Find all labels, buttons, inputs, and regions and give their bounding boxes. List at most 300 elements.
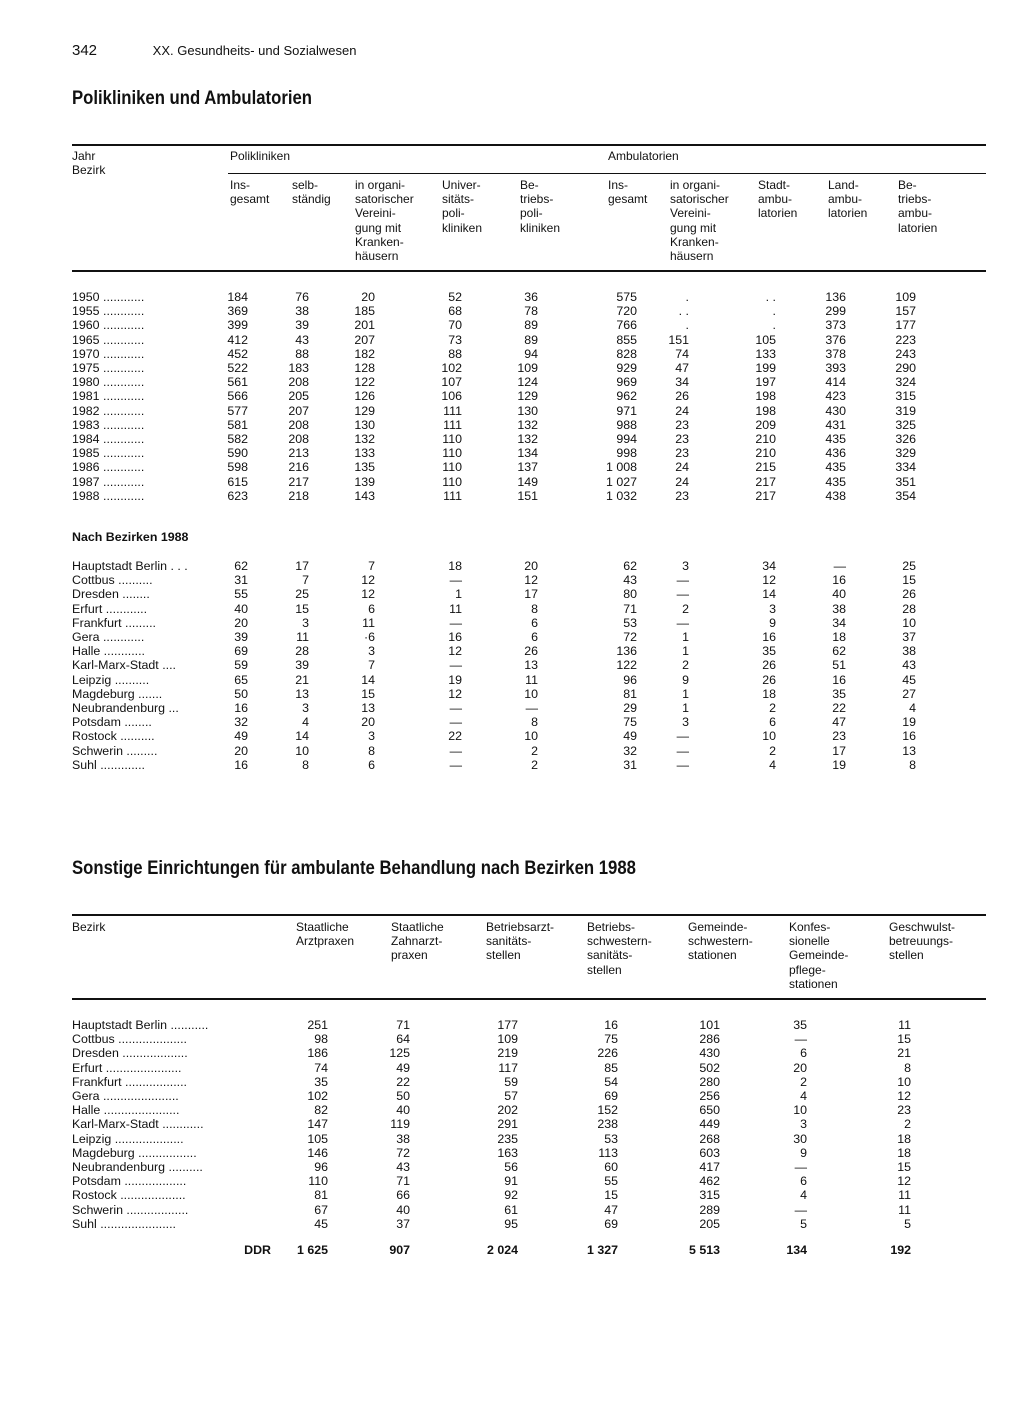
- district-row-label: Potsdam ........: [72, 715, 152, 730]
- district-row-cell: 25: [295, 587, 309, 602]
- district-row-label: Halle ............: [72, 644, 145, 659]
- year-row-label: 1982 ............: [72, 403, 145, 418]
- year-row-cell: 414: [825, 375, 846, 390]
- table2-row-cell: 147: [307, 1117, 328, 1132]
- col-header-line: Zahnarzt-: [391, 934, 443, 949]
- year-row-cell: 110: [442, 432, 462, 446]
- table2-row-cell: 238: [597, 1117, 618, 1132]
- district-row-cell: 55: [234, 587, 248, 602]
- year-row-cell: 109: [895, 290, 916, 304]
- table2-row-cell: 205: [699, 1216, 720, 1231]
- year-row-cell: .: [772, 304, 776, 319]
- year-row-cell: 34: [675, 375, 689, 390]
- table2-row-cell: 54: [604, 1074, 618, 1089]
- table2-row-cell: 20: [793, 1060, 807, 1075]
- table2-row-label: Rostock ...................: [72, 1188, 186, 1203]
- district-row-cell: 40: [832, 587, 846, 602]
- table2-row-cell: 37: [396, 1216, 410, 1231]
- year-row-cell: 126: [354, 389, 375, 404]
- table2-row-cell: 45: [314, 1216, 328, 1231]
- district-row-cell: 38: [902, 644, 916, 659]
- table2-row-cell: 72: [396, 1145, 410, 1160]
- year-row-cell: 68: [448, 304, 462, 319]
- district-row-cell: 6: [769, 715, 776, 730]
- col-header-line: gung mit: [355, 220, 402, 235]
- stub-jahr: Jahr: [72, 149, 96, 163]
- district-row-cell: 21: [295, 672, 309, 687]
- year-row-cell: 351: [895, 474, 916, 489]
- district-row-cell: 22: [832, 701, 846, 715]
- district-row-cell: 23: [832, 729, 846, 744]
- year-row-cell: 109: [517, 361, 538, 375]
- district-row-cell: 62: [832, 644, 846, 659]
- year-row-cell: 213: [288, 446, 309, 461]
- district-row-cell: 14: [295, 729, 309, 744]
- year-row-cell: 969: [616, 375, 637, 390]
- year-row-cell: 43: [295, 332, 309, 347]
- col-header-line: pflege-: [789, 962, 826, 977]
- district-row-cell: —: [833, 559, 846, 573]
- table2-row-cell: 40: [396, 1202, 410, 1217]
- table2-row-cell: 109: [497, 1032, 518, 1047]
- district-row-cell: 34: [762, 559, 776, 573]
- year-row-cell: 129: [517, 389, 538, 404]
- year-row-cell: 766: [616, 318, 637, 333]
- year-row-cell: 412: [227, 332, 248, 347]
- col-header-line: latorien: [898, 220, 938, 235]
- table2-title: Sonstige Einrichtungen für ambulante Behandlung nach Bezirken 1988: [72, 858, 636, 879]
- table2-col-header: [391, 920, 444, 963]
- district-row-cell: 34: [832, 615, 846, 630]
- year-row-cell: 122: [354, 375, 375, 390]
- district-row-cell: 15: [295, 601, 309, 616]
- year-row-cell: 590: [227, 446, 248, 461]
- table2-row-cell: 22: [396, 1074, 410, 1089]
- col-header-line: stationen: [789, 976, 838, 991]
- year-row-cell: 132: [517, 432, 538, 446]
- table2-row-cell: —: [794, 1202, 807, 1217]
- col-header-line: Arztpraxen: [296, 934, 355, 949]
- district-row-label: Frankfurt .........: [72, 615, 156, 630]
- district-row-cell: 38: [832, 601, 846, 616]
- district-row-cell: 51: [832, 658, 846, 673]
- col-header-line: ambu-: [828, 192, 863, 207]
- table1-top-rule: [72, 144, 986, 146]
- table2-row-cell: 64: [396, 1032, 410, 1047]
- table2-row-cell: 291: [497, 1117, 518, 1132]
- table2-row-cell: 251: [307, 1018, 328, 1032]
- col-header-line: kliniken: [520, 220, 561, 235]
- district-row-cell: 16: [832, 672, 846, 687]
- table2-row-cell: 15: [604, 1188, 618, 1203]
- table1-header-rule: [72, 270, 986, 272]
- table2-row-label: Hauptstadt Berlin ...........: [72, 1018, 209, 1032]
- col-header-line: Staatliche: [391, 920, 444, 934]
- district-row-cell: 4: [909, 701, 916, 715]
- year-row-cell: 73: [448, 332, 462, 347]
- total-cell: 907: [389, 1243, 410, 1257]
- table2-row-cell: 66: [396, 1188, 410, 1203]
- district-row-cell: —: [449, 615, 462, 630]
- district-row-cell: 17: [295, 559, 309, 573]
- table1-col-header: [670, 178, 729, 263]
- col-header-line: latorien: [758, 206, 798, 221]
- table2-row-label: Cottbus ....................: [72, 1032, 187, 1047]
- district-row-cell: 26: [762, 658, 776, 673]
- year-row-cell: 137: [517, 460, 538, 475]
- year-row-cell: 1 027: [605, 474, 637, 489]
- year-row-cell: 435: [825, 474, 846, 489]
- district-row-cell: 2: [682, 658, 689, 673]
- year-row-cell: 998: [616, 446, 637, 461]
- table2-col-header: [587, 920, 652, 977]
- group-header-polikliniken: Polikliniken: [230, 149, 291, 163]
- table2-row-cell: 219: [497, 1046, 518, 1061]
- year-row-label: 1975 ............: [72, 361, 145, 375]
- district-row-cell: 11: [525, 672, 538, 687]
- district-row-cell: 13: [295, 686, 309, 701]
- table2-col-header: [688, 920, 753, 963]
- col-header-line: Be-: [898, 178, 917, 192]
- year-row-cell: 988: [616, 417, 637, 432]
- district-row-label: Neubrandenburg ...: [72, 701, 179, 715]
- district-row-cell: 13: [902, 743, 916, 758]
- district-row-cell: 43: [902, 658, 916, 673]
- col-header-line: sitäts-: [442, 192, 475, 207]
- year-row-label: 1980 ............: [72, 375, 145, 390]
- year-row-cell: 373: [825, 318, 846, 333]
- table2-row-cell: 18: [897, 1145, 911, 1160]
- table2-row-cell: 49: [396, 1060, 410, 1075]
- year-row-cell: 208: [288, 432, 309, 446]
- district-row-cell: 65: [234, 672, 248, 687]
- district-row-cell: 29: [623, 701, 637, 715]
- table2-row-cell: 61: [504, 1202, 518, 1217]
- year-row-cell: 198: [755, 403, 776, 418]
- table2-row-cell: 119: [390, 1117, 410, 1132]
- year-row-cell: 208: [288, 375, 309, 390]
- year-row-cell: 369: [227, 304, 248, 319]
- year-row-cell: 38: [295, 304, 309, 319]
- table2-row-cell: 21: [897, 1046, 911, 1061]
- table2-row-label: Magdeburg .................: [72, 1145, 197, 1160]
- table2-row-cell: 177: [497, 1018, 518, 1032]
- district-row-cell: 3: [769, 601, 776, 616]
- col-header-line: ambu-: [758, 192, 793, 207]
- year-row-cell: 76: [295, 290, 309, 304]
- year-row-cell: 111: [443, 417, 462, 432]
- district-row-cell: 2: [531, 743, 538, 758]
- district-row-cell: 3: [302, 701, 309, 715]
- table2-row-cell: 69: [604, 1089, 618, 1103]
- district-row-cell: 22: [448, 729, 462, 744]
- year-row-cell: 136: [825, 290, 846, 304]
- table2-row-cell: 5: [904, 1216, 911, 1231]
- year-row-cell: 207: [288, 403, 309, 418]
- table2-row-cell: 3: [800, 1117, 807, 1132]
- year-row-cell: 566: [227, 389, 248, 404]
- district-row-cell: —: [449, 701, 462, 715]
- table2-row-label: Halle ......................: [72, 1103, 180, 1118]
- table2-row-cell: 186: [307, 1046, 328, 1061]
- district-row-cell: 7: [302, 573, 309, 588]
- year-row-cell: 70: [448, 318, 462, 333]
- col-header-line: ambu-: [898, 206, 933, 221]
- district-row-cell: 59: [234, 658, 248, 673]
- year-row-cell: 210: [755, 432, 776, 446]
- year-row-cell: 102: [441, 361, 462, 375]
- year-row-cell: 94: [524, 346, 538, 361]
- year-row-cell: 39: [295, 318, 309, 333]
- district-row-cell: 15: [361, 686, 375, 701]
- year-row-cell: 197: [755, 375, 776, 390]
- year-row-cell: 24: [675, 403, 689, 418]
- year-row-cell: 124: [517, 375, 538, 390]
- col-header-line: schwestern-: [587, 934, 652, 949]
- year-row-label: 1984 ............: [72, 432, 145, 446]
- table2-row-cell: 8: [904, 1060, 911, 1075]
- district-row-cell: 7: [368, 658, 375, 673]
- table1-col-header: [828, 178, 867, 221]
- district-row-cell: 1: [682, 701, 689, 715]
- year-row-cell: 598: [227, 460, 248, 475]
- table2-col-header: [296, 920, 354, 948]
- table2-row-cell: 15: [897, 1160, 911, 1174]
- col-header-line: sanitäts-: [587, 948, 633, 963]
- col-header-line: Betriebs-: [587, 920, 636, 934]
- year-row-label: 1985 ............: [72, 446, 145, 461]
- col-header-line: gesamt: [230, 192, 270, 207]
- district-row-cell: 18: [448, 559, 462, 573]
- table2-top-rule: [72, 914, 986, 916]
- table1-col-header: [898, 178, 937, 235]
- district-row-label: Karl-Marx-Stadt ....: [72, 658, 176, 673]
- year-row-cell: 201: [354, 318, 375, 333]
- year-row-label: 1988 ............: [72, 488, 145, 503]
- table1-group-rule: [228, 173, 986, 174]
- table2-row-cell: 9: [800, 1145, 807, 1160]
- district-row-cell: 136: [616, 644, 637, 659]
- year-row-cell: 452: [227, 346, 248, 361]
- year-row-cell: 561: [227, 375, 248, 390]
- district-row-cell: 62: [234, 559, 248, 573]
- year-row-cell: .: [685, 290, 689, 304]
- year-row-cell: . .: [678, 304, 689, 319]
- district-row-cell: 4: [302, 715, 309, 730]
- year-row-cell: 111: [443, 488, 462, 503]
- table2-row-cell: 71: [396, 1018, 410, 1032]
- col-header-line: stellen: [486, 948, 521, 963]
- table2-row-cell: 315: [699, 1188, 720, 1203]
- year-row-cell: 438: [825, 488, 846, 503]
- year-row-cell: 325: [895, 417, 916, 432]
- year-row-cell: .: [772, 318, 776, 333]
- district-row-cell: 37: [902, 630, 916, 644]
- table2-row-cell: 91: [504, 1174, 518, 1189]
- district-row-cell: 16: [234, 757, 248, 772]
- year-row-cell: 130: [354, 417, 375, 432]
- table2-row-cell: 35: [314, 1074, 328, 1089]
- table2-row-cell: 202: [497, 1103, 518, 1118]
- table2-row-cell: 417: [699, 1160, 720, 1174]
- district-row-cell: 8: [909, 757, 916, 772]
- table2-row-cell: 430: [699, 1046, 720, 1061]
- district-row-cell: —: [449, 757, 462, 772]
- district-row-cell: 16: [448, 630, 462, 644]
- district-row-cell: 2: [531, 757, 538, 772]
- col-header-line: Gemeinde-: [789, 948, 849, 963]
- district-row-cell: 15: [902, 573, 916, 588]
- col-header-line: Stadt-: [758, 178, 791, 192]
- year-row-cell: 110: [442, 460, 462, 475]
- year-row-cell: 436: [825, 446, 846, 461]
- district-row-cell: 39: [295, 658, 309, 673]
- table2-row-cell: 96: [314, 1160, 328, 1174]
- year-row-cell: 215: [755, 460, 776, 475]
- year-row-cell: 23: [675, 446, 689, 461]
- district-row-label: Dresden ........: [72, 587, 150, 602]
- col-header-line: häusern: [355, 249, 399, 264]
- district-row-cell: 17: [832, 743, 846, 758]
- table2-row-cell: 35: [793, 1018, 807, 1032]
- chapter-title: XX. Gesundheits- und Sozialwesen: [152, 43, 357, 58]
- table2-row-cell: 2: [904, 1117, 911, 1132]
- table1-col-header: [230, 178, 269, 206]
- running-header: [72, 42, 356, 59]
- total-label: DDR: [244, 1243, 271, 1257]
- district-row-cell: 71: [623, 601, 637, 616]
- total-cell: 1 327: [586, 1243, 618, 1257]
- col-header-line: Univer-: [442, 178, 481, 192]
- year-row-cell: 720: [616, 304, 637, 319]
- year-row-cell: 106: [441, 389, 462, 404]
- district-row-cell: —: [449, 715, 462, 730]
- year-row-cell: 354: [895, 488, 916, 503]
- district-row-cell: 3: [682, 715, 689, 730]
- table2-row-cell: 289: [699, 1202, 720, 1217]
- table2-row-cell: 81: [314, 1188, 328, 1203]
- col-header-line: kliniken: [442, 220, 483, 235]
- table2-row-cell: 449: [699, 1117, 720, 1132]
- year-row-cell: 929: [616, 361, 637, 375]
- district-row-cell: 9: [682, 672, 689, 687]
- col-header-line: Ins-: [230, 178, 251, 192]
- table2-row-cell: 98: [314, 1032, 328, 1047]
- district-row-label: Gera ............: [72, 630, 145, 644]
- table2-row-cell: 95: [504, 1216, 518, 1231]
- year-row-cell: 74: [675, 346, 689, 361]
- col-header-line: Konfes-: [789, 920, 831, 934]
- year-row-cell: 185: [354, 304, 375, 319]
- table2-row-cell: 256: [699, 1089, 720, 1103]
- table2-row-cell: 5: [800, 1216, 807, 1231]
- table2-row-label: Schwerin ..................: [72, 1202, 189, 1217]
- district-row-cell: 19: [832, 757, 846, 772]
- table2-row-cell: —: [794, 1160, 807, 1174]
- year-row-label: 1987 ............: [72, 474, 145, 489]
- table1-col-header: [520, 178, 560, 235]
- year-row-cell: 855: [616, 332, 637, 347]
- col-header-line: Gemeinde-: [688, 920, 748, 934]
- year-row-label: 1950 ............: [72, 290, 145, 304]
- table2-row-cell: 11: [898, 1018, 911, 1032]
- district-row-label: Suhl .............: [72, 757, 145, 772]
- col-header-line: schwestern-: [688, 934, 753, 949]
- table2-row-cell: 152: [597, 1103, 618, 1118]
- year-row-cell: 199: [755, 361, 776, 375]
- district-row-cell: 39: [234, 630, 248, 644]
- table2-row-cell: 101: [699, 1018, 720, 1032]
- year-row-label: 1983 ............: [72, 417, 145, 432]
- col-header-line: poli-: [442, 206, 465, 221]
- year-row-cell: 334: [895, 460, 916, 475]
- district-row-cell: 1: [455, 587, 462, 602]
- table2-row-label: Erfurt ......................: [72, 1060, 182, 1075]
- district-row-cell: 10: [762, 729, 776, 744]
- table2-row-cell: 235: [497, 1131, 518, 1146]
- district-row-label: Cottbus ..........: [72, 573, 153, 588]
- year-row-cell: 26: [675, 389, 689, 404]
- district-row-cell: 75: [623, 715, 637, 730]
- district-row-label: Hauptstadt Berlin . . .: [72, 559, 188, 573]
- district-row-cell: 27: [902, 686, 916, 701]
- col-header-line: satorischer: [670, 192, 729, 207]
- stub-bezirk: Bezirk: [72, 163, 106, 178]
- year-row-cell: 143: [354, 488, 375, 503]
- district-row-cell: 3: [302, 615, 309, 630]
- district-row-cell: 35: [832, 686, 846, 701]
- col-header-line: triebs-: [520, 192, 554, 207]
- table2-row-cell: 18: [897, 1131, 911, 1146]
- district-row-cell: 43: [623, 573, 637, 588]
- district-row-cell: —: [449, 743, 462, 758]
- district-row-label: Leipzig ..........: [72, 672, 150, 687]
- district-row-cell: 2: [682, 601, 689, 616]
- table2-stub-header: Bezirk: [72, 920, 106, 934]
- table2-row-cell: 163: [497, 1145, 518, 1160]
- district-row-cell: —: [676, 615, 689, 630]
- district-row-label: Schwerin .........: [72, 743, 158, 758]
- table2-row-label: Frankfurt ..................: [72, 1074, 187, 1089]
- table2-row-cell: 603: [699, 1145, 720, 1160]
- district-row-label: Magdeburg .......: [72, 686, 163, 701]
- district-row-cell: 2: [769, 743, 776, 758]
- district-row-cell: 1: [682, 644, 689, 659]
- table2-row-cell: 40: [396, 1103, 410, 1118]
- year-row-cell: 971: [616, 403, 637, 418]
- district-row-cell: 32: [623, 743, 637, 758]
- year-row-cell: 299: [825, 304, 846, 319]
- district-row-cell: 20: [361, 715, 375, 730]
- year-row-cell: 205: [288, 389, 309, 404]
- page-number: 342: [72, 42, 98, 59]
- year-row-cell: 132: [517, 417, 538, 432]
- district-row-cell: 16: [762, 630, 776, 644]
- year-row-cell: 393: [825, 361, 846, 375]
- table2-row-cell: 117: [498, 1060, 518, 1075]
- district-row-cell: 12: [448, 686, 462, 701]
- district-row-cell: 28: [902, 601, 916, 616]
- table2-row-cell: 280: [699, 1074, 720, 1089]
- year-row-cell: 177: [895, 318, 916, 333]
- district-row-cell: 49: [623, 729, 637, 744]
- year-row-cell: 89: [524, 332, 538, 347]
- district-row-cell: 26: [762, 672, 776, 687]
- table2-row-cell: 30: [793, 1131, 807, 1146]
- table2-row-label: Dresden ...................: [72, 1046, 188, 1061]
- table2-row-cell: 6: [800, 1046, 807, 1061]
- district-row-cell: 62: [623, 559, 637, 573]
